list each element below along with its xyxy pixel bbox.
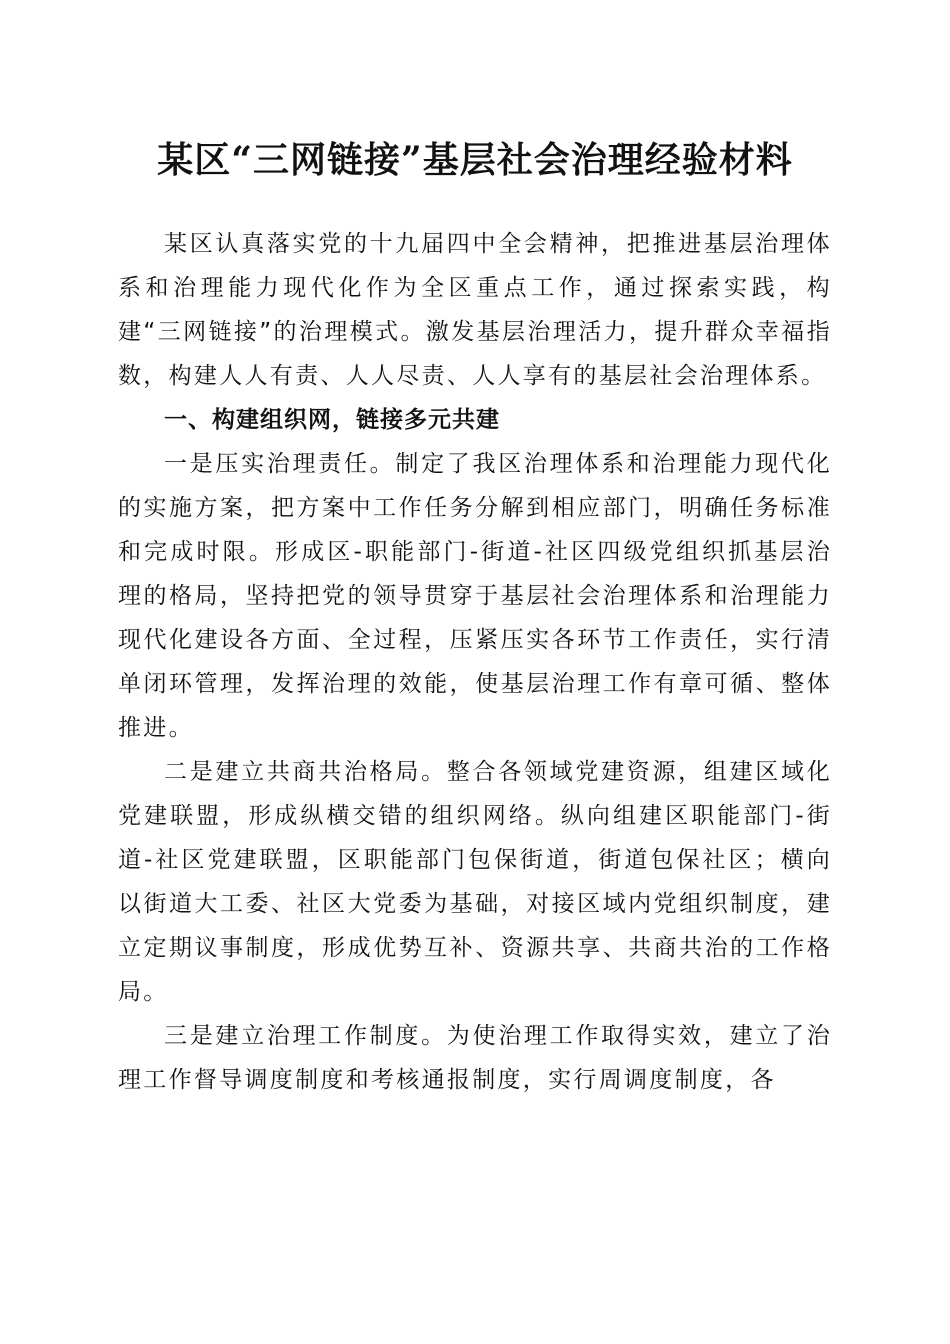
paragraph-co-governance xyxy=(118,750,832,1014)
paragraph-lead: 二是建立共商共治格局。 xyxy=(164,759,447,785)
paragraph-responsibility xyxy=(118,442,832,750)
paragraph-lead: 一是压实治理责任。 xyxy=(164,451,396,477)
paragraph-text: 整合各领域党建资源，组建区域化党建联盟，形成纵横交错的组织网络。纵向组建区职能部门-街道-社区党建联盟，区职能部门包保街道，街道包保社区；横向以街道大工委、社区大党委为基础，对接区域内党组织制度，建立定期议事制度，形成优势互补、资源共享、共商共治的工作格局。 xyxy=(118,759,833,1005)
paragraph-text: 制定了我区治理体系和治理能力现代化的实施方案，把方案中工作任务分解到相应部门，明确任务标准和完成时限。形成区-职能部门-街道-社区四级党组织抓基层治理的格局，坚持把党的领导贯穿于基层社会治理体系和治理能力现代化建设各方面、全过程，压紧压实各环节工作责任，实行清单闭环管理，发挥治理的效能，使基层治理工作有章可循、整体推进。 xyxy=(118,451,832,741)
paragraph-work-system xyxy=(118,1014,832,1102)
document-body xyxy=(118,222,832,1102)
intro-paragraph: 某区认真落实党的十九届四中全会精神，把推进基层治理体系和治理能力现代化作为全区重点工作，通过探索实践，构建“三网链接”的治理模式。激发基层治理活力，提升群众幸福指数，构建人人有责、人人尽责、人人享有的基层社会治理体系。 xyxy=(118,231,832,389)
paragraph-lead: 三是建立治理工作制度。 xyxy=(164,1023,447,1049)
document-title: 某区“三网链接”基层社会治理经验材料 xyxy=(157,139,793,181)
paragraph-text: 为使治理工作取得实效，建立了治理工作督导调度制度和考核通报制度，实行周调度制度，各 xyxy=(118,1023,833,1093)
section-heading: 一、构建组织网，链接多元共建 xyxy=(164,407,500,433)
